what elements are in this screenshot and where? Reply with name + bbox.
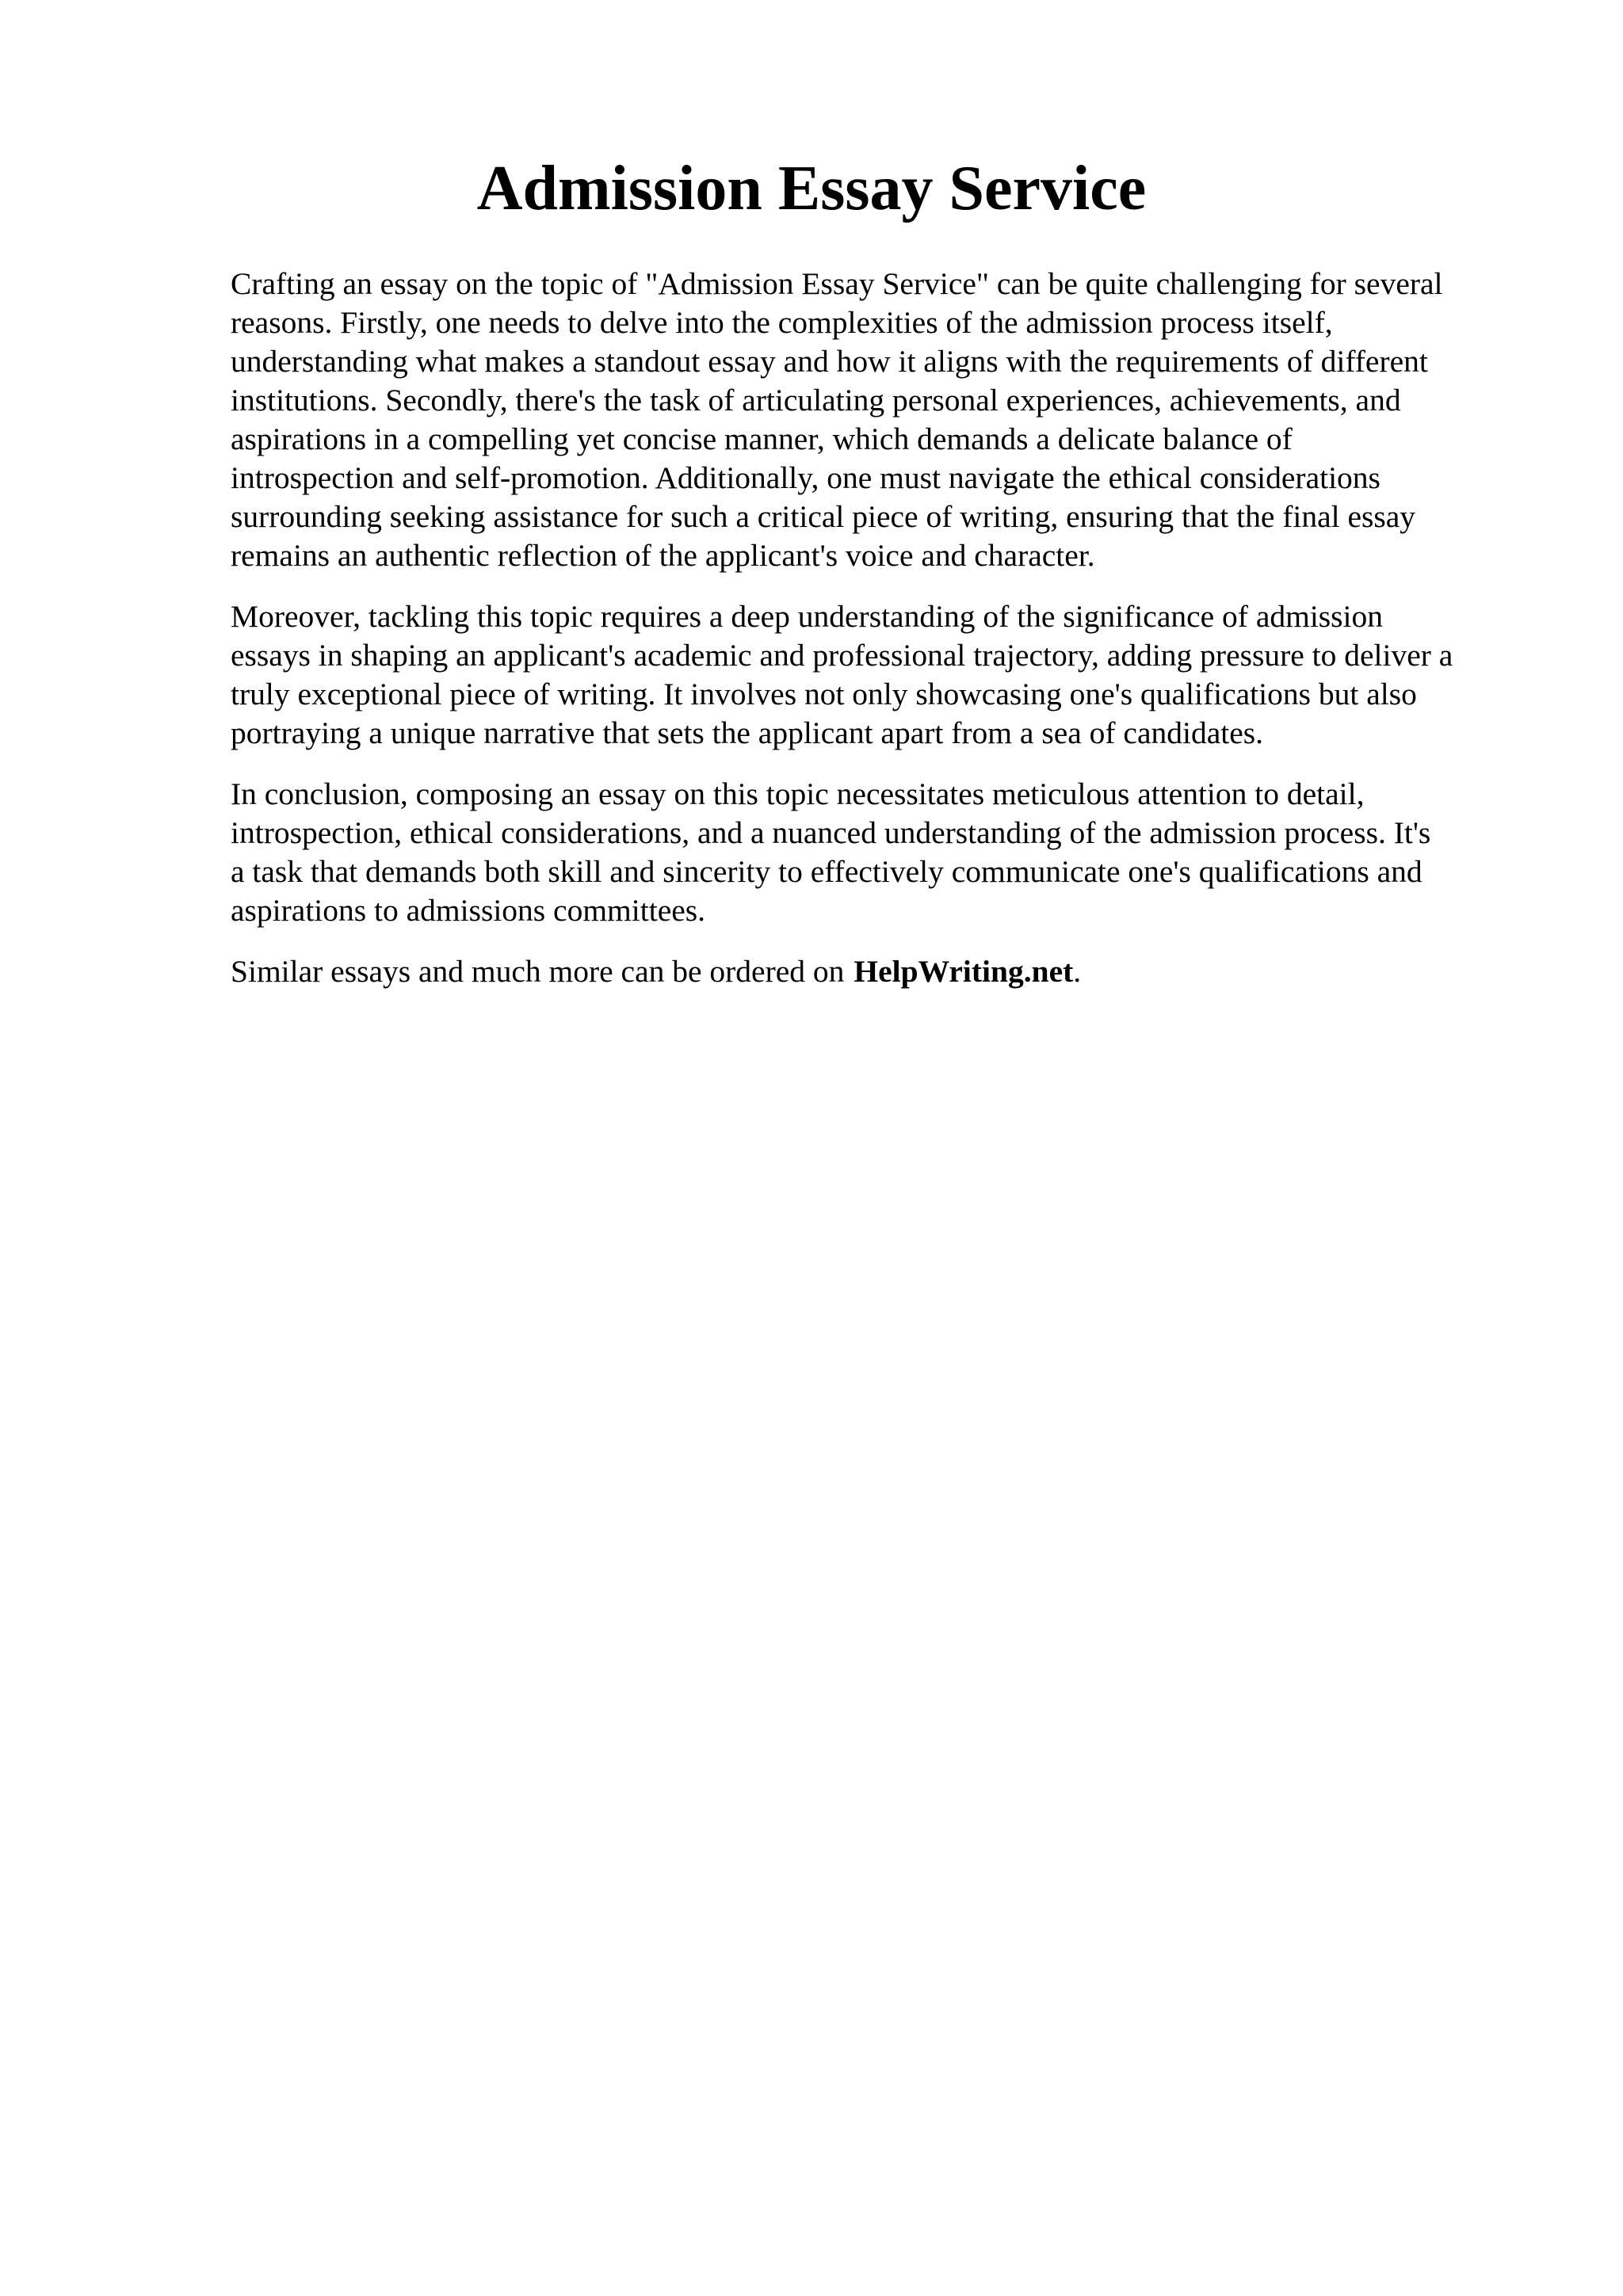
paragraph-line: a task that demands both skill and sincerity to effectively communicate one's qualifications and: [231, 854, 1423, 889]
paragraph-line: aspirations to admissions committees.: [231, 893, 706, 928]
paragraph-line: aspirations in a compelling yet concise manner, which demands a delicate balance of: [231, 421, 1293, 456]
paragraph-line: reasons. Firstly, one needs to delve into the complexities of the admission process itself,: [231, 305, 1333, 340]
paragraph-line: truly exceptional piece of writing. It involves not only showcasing one's qualifications but also: [231, 677, 1417, 711]
paragraph-line: portraying a unique narrative that sets the applicant apart from a sea of candidates.: [231, 715, 1263, 750]
paragraph-line: In conclusion, composing an essay on this topic necessitates meticulous attention to detail,: [231, 776, 1365, 811]
paragraph-line: Crafting an essay on the topic of "Admission Essay Service" can be quite challenging for several: [231, 266, 1443, 301]
paragraph-line: surrounding seeking assistance for such a critical piece of writing, ensuring that the final essay: [231, 499, 1416, 534]
paragraph-line: essays in shaping an applicant's academic and professional trajectory, adding pressure to deliver a: [231, 638, 1453, 673]
paragraph-line: understanding what makes a standout essay and how it aligns with the requirements of different: [231, 344, 1428, 379]
document-title: Admission Essay Service: [476, 154, 1147, 223]
document-body: [231, 265, 1522, 1013]
footer-text: Similar essays and much more can be ordered on: [231, 954, 845, 989]
paragraph-1: [231, 265, 1522, 575]
paragraph-line: introspection and self-promotion. Additionally, one must navigate the ethical considerations: [231, 460, 1381, 495]
footer-period: .: [1073, 954, 1082, 989]
paragraph-line: institutions. Secondly, there's the task of articulating personal experiences, achievements, and: [231, 383, 1401, 418]
paragraph-line: Moreover, tackling this topic requires a deep understanding of the significance of admission: [231, 599, 1384, 634]
paragraph-line: introspection, ethical considerations, and a nuanced understanding of the admission process. It's: [231, 815, 1431, 850]
paragraph-line: remains an authentic reflection of the applicant's voice and character.: [231, 538, 1095, 573]
paragraph-3: [231, 775, 1522, 930]
site-link[interactable]: HelpWriting.net: [854, 954, 1074, 989]
paragraph-2: [231, 597, 1522, 753]
footer-line: [231, 952, 1522, 991]
